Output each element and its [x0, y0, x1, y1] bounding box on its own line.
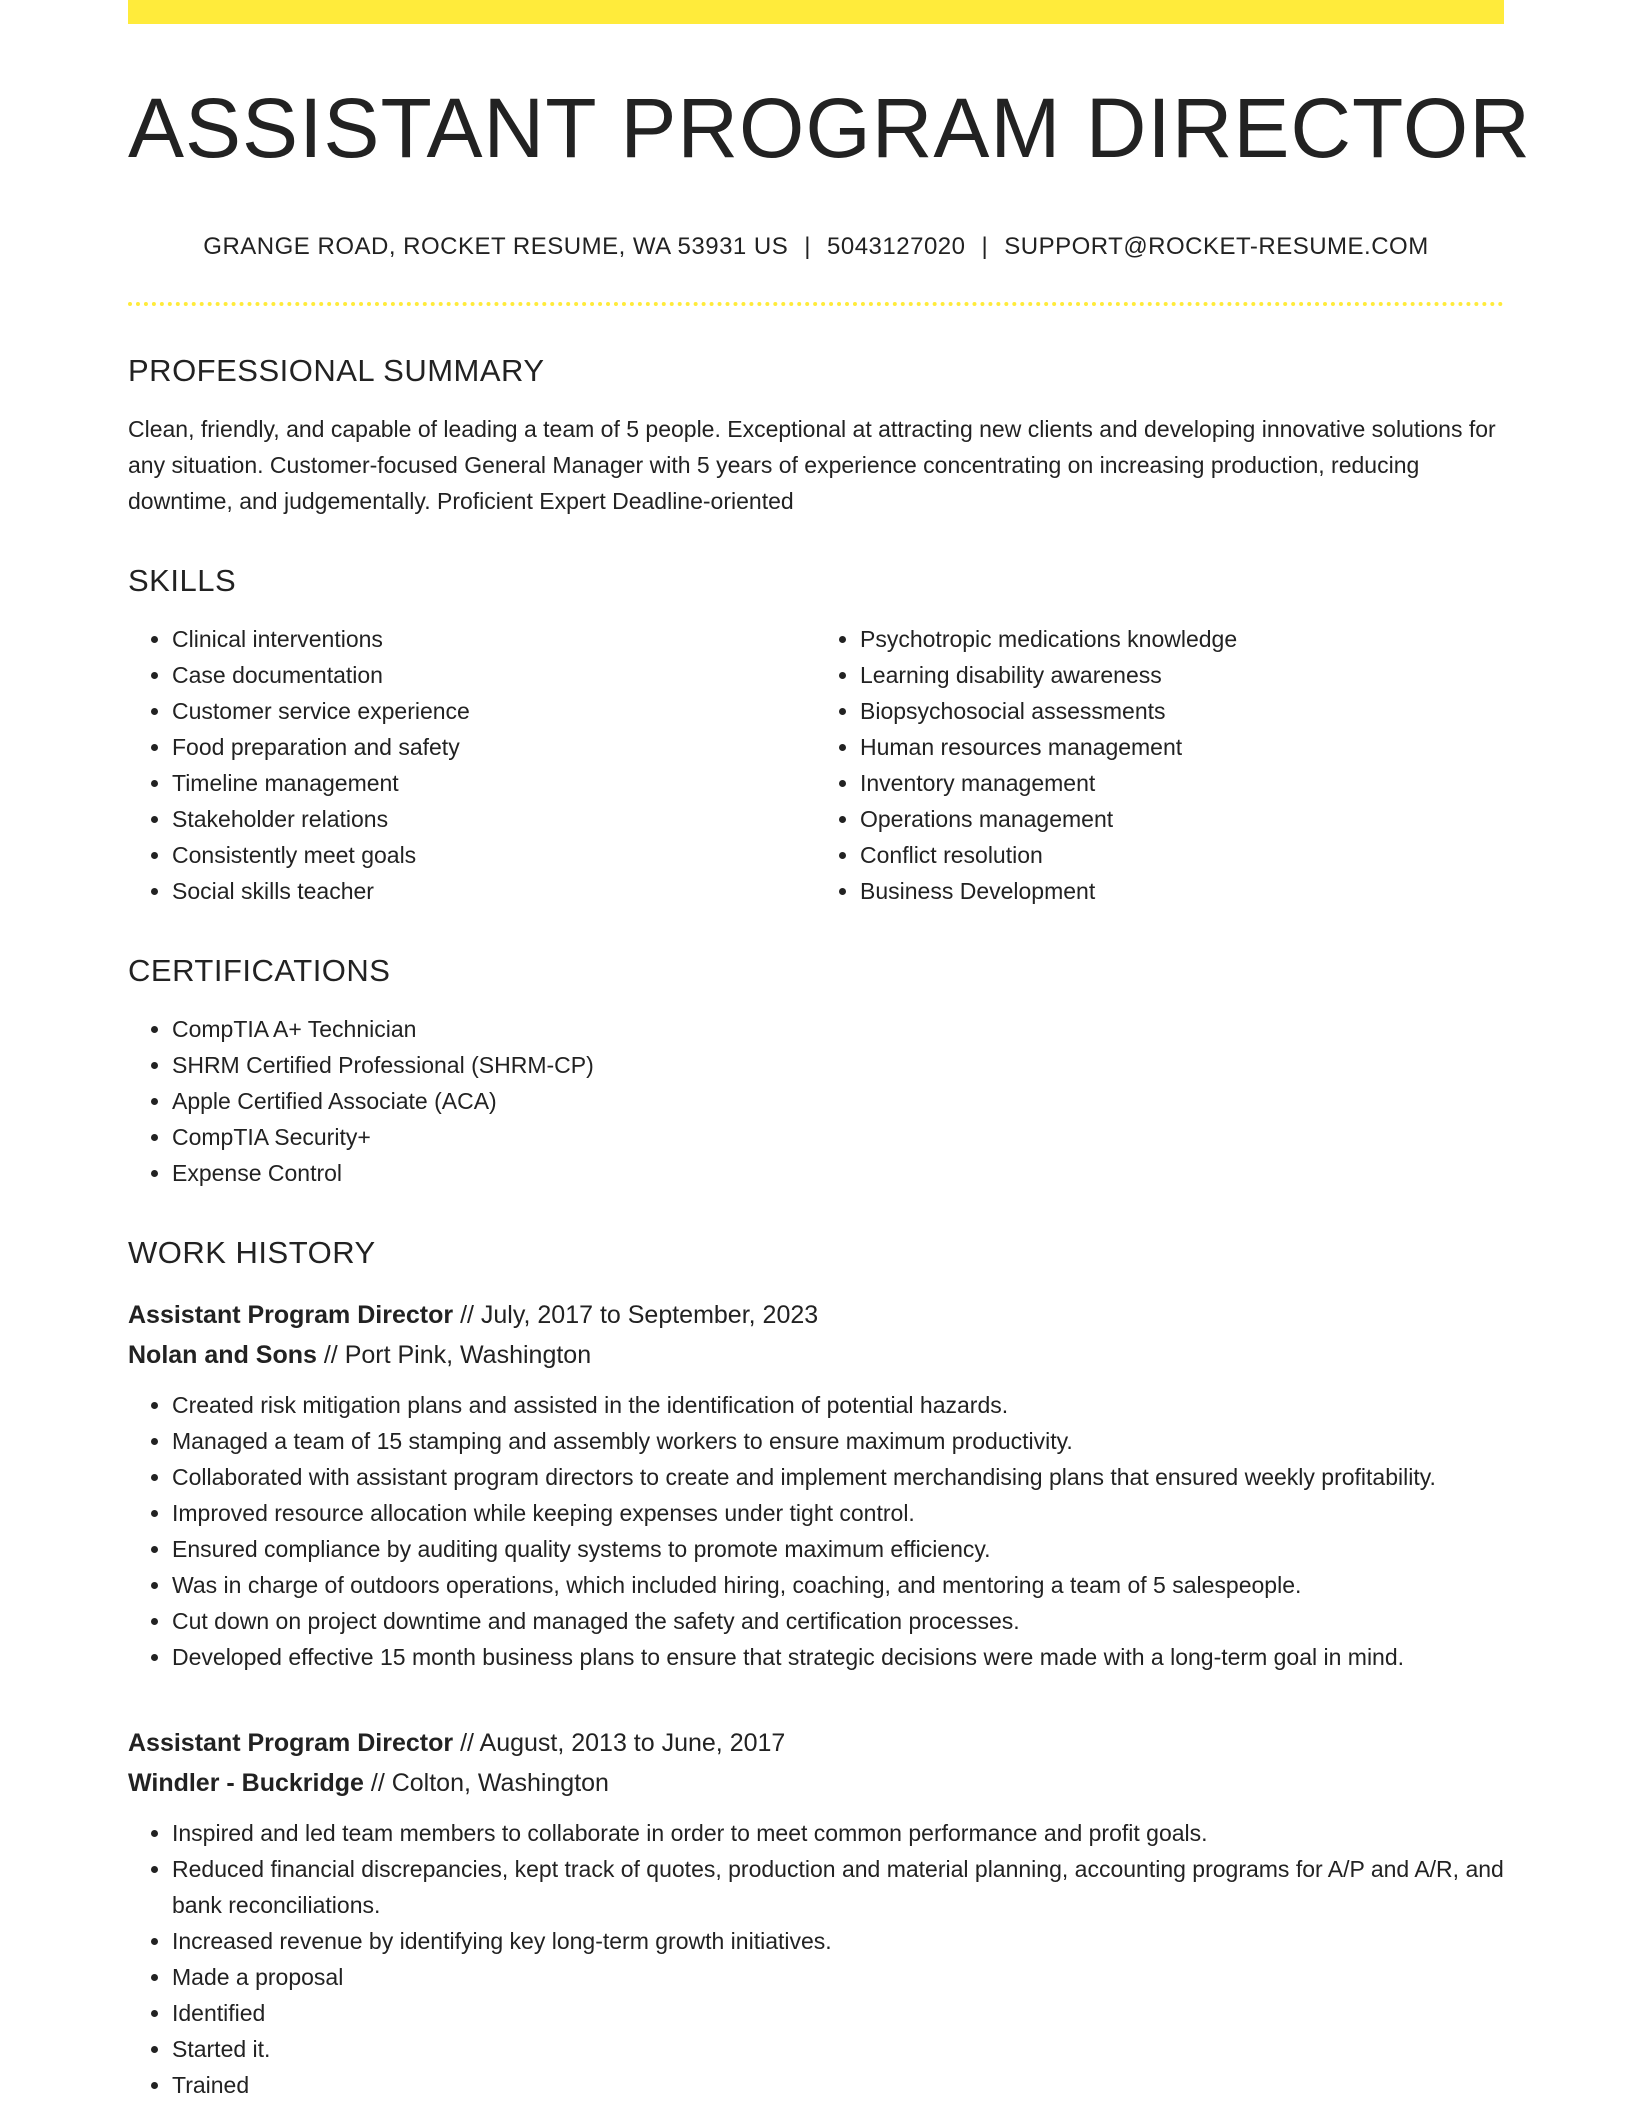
contact-email: SUPPORT@ROCKET-RESUME.COM [1004, 233, 1429, 261]
skill-item: • Biopsychosocial assessments [860, 693, 1504, 729]
job-bullet: • Identified [172, 1995, 1504, 2031]
section-heading: CERTIFICATIONS [128, 953, 391, 989]
skill-item: • Food preparation and safety [172, 729, 816, 765]
job-bullet: • Created risk mitigation plans and assisted in the identification of potential hazards. [172, 1387, 1504, 1423]
job-company: Windler - Buckridge [128, 1769, 364, 1798]
job-bullet: • Collaborated with assistant program directors to create and implement merchandising plans that ensured weekly profitability. [172, 1459, 1504, 1495]
skill-item: • Social skills teacher [172, 873, 816, 909]
certification-item: • Apple Certified Associate (ACA) [172, 1083, 1504, 1119]
job-bullet: • Ensured compliance by auditing quality systems to promote maximum efficiency. [172, 1531, 1504, 1567]
job-bullets [128, 1815, 1504, 2103]
job-bullet: • Made a proposal [172, 1959, 1504, 1995]
skill-item: • Conflict resolution [860, 837, 1504, 873]
certification-item: • SHRM Certified Professional (SHRM-CP) [172, 1047, 1504, 1083]
job-bullet: • Inspired and led team members to collaborate in order to meet common performance and profit goals. [172, 1815, 1504, 1851]
job-bullet: • Trained [172, 2067, 1504, 2103]
certification-item: • Expense Control [172, 1155, 1504, 1191]
section-heading: PROFESSIONAL SUMMARY [128, 353, 545, 389]
job-dates: // July, 2017 to September, 2023 [460, 1301, 819, 1330]
certifications-list [128, 1011, 1504, 1191]
skill-item: • Stakeholder relations [172, 801, 816, 837]
skills-right-list [816, 621, 1504, 909]
job-location: // Port Pink, Washington [323, 1341, 592, 1370]
resume-title: ASSISTANT PROGRAM DIRECTOR [128, 81, 1531, 175]
skill-item: • Inventory management [860, 765, 1504, 801]
job-title-line [128, 1723, 1504, 1763]
summary-section [128, 351, 1504, 519]
dotted-divider [128, 302, 1504, 306]
skill-item: • Human resources management [860, 729, 1504, 765]
certification-item: • CompTIA Security+ [172, 1119, 1504, 1155]
job-bullet: • Started it. [172, 2031, 1504, 2067]
summary-text: Clean, friendly, and capable of leading a team of 5 people. Exceptional at attracting new clients and developing innovative solutions for any situation. Customer-focused General Manager with 5 years of experience concentrating on increasing production, reducing downtime, and judgementally. Proficient Expert Deadline-oriented [128, 416, 1496, 515]
skill-item: • Psychotropic medications knowledge [860, 621, 1504, 657]
job-bullet: • Was in charge of outdoors operations, which included hiring, coaching, and mentoring a team of 5 salespeople. [172, 1567, 1504, 1603]
job-bullets [128, 1387, 1504, 1675]
job-bullet: • Improved resource allocation while keeping expenses under tight control. [172, 1495, 1504, 1531]
contact-line [128, 232, 1504, 262]
job-entry [128, 1295, 1504, 1675]
job-location: // Colton, Washington [370, 1769, 609, 1798]
contact-phone: 5043127020 [827, 233, 966, 261]
section-heading: SKILLS [128, 563, 237, 599]
skills-columns [128, 621, 1504, 909]
skill-item: • Business Development [860, 873, 1504, 909]
certification-item: • CompTIA A+ Technician [172, 1011, 1504, 1047]
job-company: Nolan and Sons [128, 1341, 317, 1370]
skill-item: • Operations management [860, 801, 1504, 837]
skill-item: • Timeline management [172, 765, 816, 801]
job-title-line [128, 1295, 1504, 1335]
job-bullet: • Cut down on project downtime and managed the safety and certification processes. [172, 1603, 1504, 1639]
work-history-section [128, 1233, 1504, 2103]
contact-separator: | [804, 233, 812, 261]
skill-item: • Consistently meet goals [172, 837, 816, 873]
job-entry [128, 1723, 1504, 2103]
skills-section [128, 561, 1504, 909]
job-bullet: • Reduced financial discrepancies, kept track of quotes, production and material planning, accounting programs for A/P and A/R, and bank reconciliations. [172, 1851, 1504, 1923]
job-dates: // August, 2013 to June, 2017 [460, 1729, 786, 1758]
job-company-line [128, 1335, 1504, 1375]
skill-item: • Case documentation [172, 657, 816, 693]
skill-item: • Learning disability awareness [860, 657, 1504, 693]
job-bullet: • Increased revenue by identifying key long-term growth initiatives. [172, 1923, 1504, 1959]
job-title: Assistant Program Director [128, 1301, 454, 1330]
resume-page [128, 0, 1531, 2103]
certifications-section [128, 951, 1504, 1191]
job-title: Assistant Program Director [128, 1729, 454, 1758]
contact-separator: | [981, 233, 989, 261]
job-bullet: • Managed a team of 15 stamping and assembly workers to ensure maximum productivity. [172, 1423, 1504, 1459]
job-bullet: • Developed effective 15 month business plans to ensure that strategic decisions were made with a long-term goal in mind. [172, 1639, 1504, 1675]
skills-left-list [128, 621, 816, 909]
top-accent-bar [128, 0, 1504, 24]
section-heading: WORK HISTORY [128, 1235, 376, 1271]
skill-item: • Clinical interventions [172, 621, 816, 657]
job-company-line [128, 1763, 1504, 1803]
contact-address: GRANGE ROAD, ROCKET RESUME, WA 53931 US [203, 233, 789, 261]
skill-item: • Customer service experience [172, 693, 816, 729]
